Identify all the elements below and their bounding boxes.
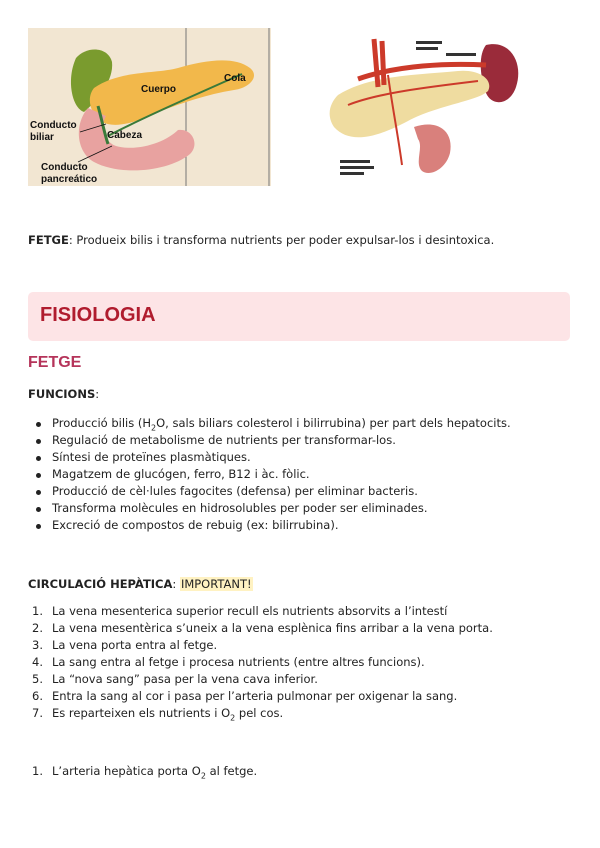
caption-mark — [416, 47, 438, 50]
arteria-step-text-end: al fetge. — [205, 764, 258, 778]
step-number: 7. — [32, 706, 43, 720]
funcions-item-text: Síntesi de proteïnes plasmàtiques. — [52, 450, 251, 464]
circulacio-step — [28, 705, 493, 722]
subscript: 2 — [230, 713, 236, 723]
step-number: 1. — [32, 604, 43, 618]
caption-mark — [340, 166, 374, 169]
circulacio-label-line — [28, 577, 253, 592]
circulacio-step-text: La sang entra al fetge i procesa nutrients (entre altres funcions). — [52, 655, 425, 669]
arteria-step-text: L’arteria hepàtica porta O — [52, 764, 201, 778]
funcions-item-text: Producció bilis (H — [52, 416, 152, 430]
circulacio-step-text: La vena porta entra al fetge. — [52, 638, 218, 652]
circulacio-step — [28, 603, 493, 620]
caption-mark — [446, 53, 476, 56]
step-number: 1. — [32, 764, 43, 778]
label-conducto-biliar-1: Conducto — [30, 120, 77, 131]
section-banner — [28, 292, 570, 341]
funcions-item-text: Regulació de metabolisme de nutrients per transformar-los. — [52, 433, 396, 447]
arteria-step — [28, 763, 257, 780]
pancreas-illustration — [28, 28, 271, 186]
circulacio-step-text-end: pel cos. — [235, 706, 284, 720]
circulacio-step-text: La “nova sang” pasa per la vena cava inferior. — [52, 672, 318, 686]
step-number: 5. — [32, 672, 43, 686]
circulacio-step-text: La vena mesentèrica s’uneix a la vena esplènica fins arribar a la vena porta. — [52, 621, 493, 635]
subheading: FETGE — [28, 354, 82, 371]
funcions-item-text-end: O, sals biliars colesterol i bilirrubina) per part dels hepatocits. — [156, 416, 511, 430]
step-number: 6. — [32, 689, 43, 703]
label-cuerpo: Cuerpo — [141, 84, 176, 95]
circulacio-colon: : — [172, 577, 180, 591]
circulacio-step — [28, 620, 493, 637]
pancreas-vessels-illustration — [318, 35, 523, 185]
arteria-list — [28, 763, 257, 780]
funcions-item-text: Producció de cèl·lules fagocites (defensa) per eliminar bacteris. — [52, 484, 418, 498]
circulacio-step-text: La vena mesenterica superior recull els nutrients absorvits a l’intestí — [52, 604, 448, 618]
intro-text: : Produeix bilis i transforma nutrients per poder expulsar-los i desintoxica. — [68, 233, 495, 247]
circulacio-step — [28, 654, 493, 671]
funcions-item — [28, 517, 511, 534]
funcions-item — [28, 415, 511, 432]
funcions-item-text: Excreció de compostos de rebuig (ex: bilirrubina). — [52, 518, 339, 532]
label-cabeza: Cabeza — [107, 130, 143, 141]
intro-term: FETGE — [28, 233, 69, 247]
label-cola: Cola — [224, 73, 246, 84]
step-number: 4. — [32, 655, 43, 669]
intro-paragraph — [28, 233, 578, 248]
circulacio-step — [28, 688, 493, 705]
step-number: 2. — [32, 621, 43, 635]
caption-mark — [416, 41, 442, 44]
label-conducto-biliar-2: biliar — [30, 132, 54, 143]
subscript: 2 — [151, 423, 157, 433]
funcions-colon: : — [95, 387, 100, 401]
funcions-list — [28, 415, 511, 534]
funcions-item — [28, 500, 511, 517]
caption-mark — [340, 160, 370, 163]
circulacio-list — [28, 603, 493, 722]
circulacio-label: CIRCULACIÓ HEPÀTICA — [28, 577, 173, 591]
funcions-item — [28, 449, 511, 466]
funcions-label: FUNCIONS — [28, 387, 96, 401]
caption-mark — [340, 172, 364, 175]
funcions-item — [28, 466, 511, 483]
funcions-item-text: Transforma molècules en hidrosolubles per poder ser eliminades. — [52, 501, 428, 515]
important-highlight: IMPORTANT! — [180, 577, 252, 591]
funcions-label-line — [28, 387, 99, 402]
subscript: 2 — [200, 771, 206, 781]
circulacio-step-text: Es reparteixen els nutrients i O — [52, 706, 231, 720]
funcions-item — [28, 483, 511, 500]
label-conducto-pancreatico-1: Conducto — [41, 162, 88, 173]
circulacio-step — [28, 637, 493, 654]
funcions-item — [28, 432, 511, 449]
label-conducto-pancreatico-2: pancreático — [41, 174, 98, 185]
funcions-item-text: Magatzem de glucógen, ferro, B12 i àc. fòlic. — [52, 467, 310, 481]
circulacio-step-text: Entra la sang al cor i pasa per l’arteria pulmonar per oxigenar la sang. — [52, 689, 458, 703]
step-number: 3. — [32, 638, 43, 652]
section-title: FISIOLOGIA — [40, 304, 156, 326]
circulacio-step — [28, 671, 493, 688]
